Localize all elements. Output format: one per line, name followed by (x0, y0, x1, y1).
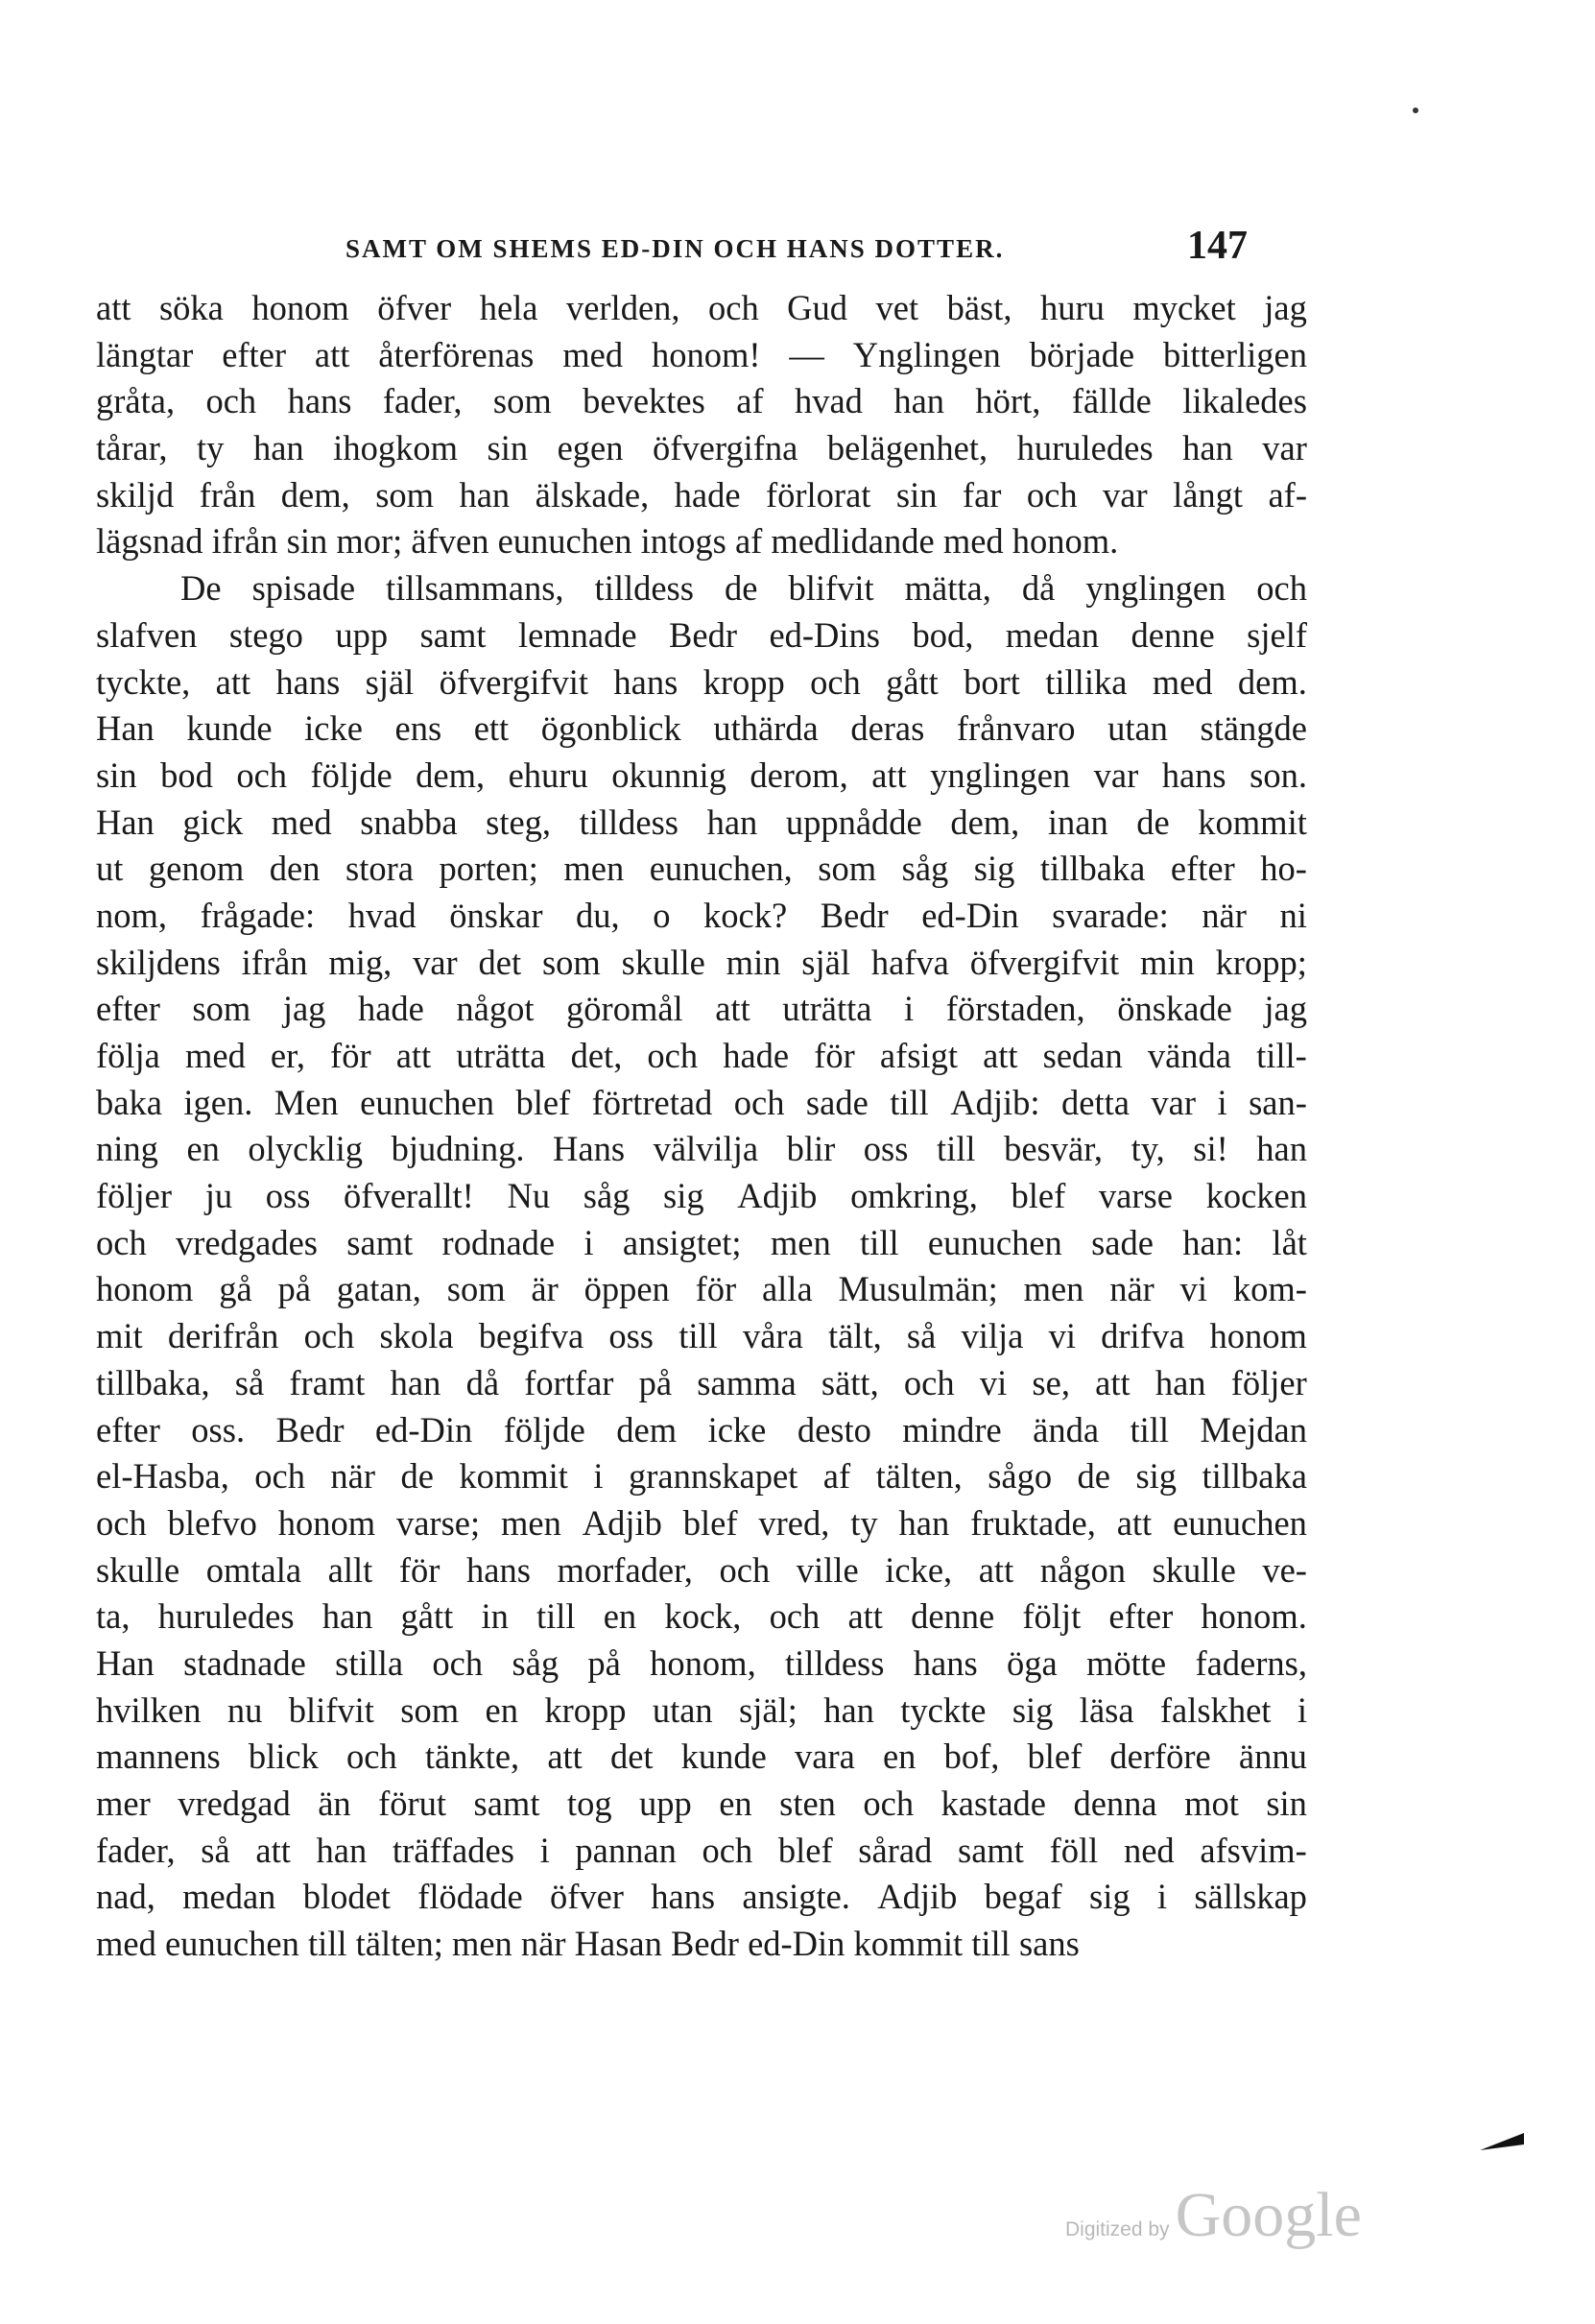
text-line: slafven stego upp samt lemnade Bedr ed-Dins bod, medan denne sjelf (96, 614, 1307, 655)
page-header (345, 223, 1267, 271)
text-line: gråta, och hans fader, som bevektes af hvad han hört, fällde likaledes (96, 381, 1307, 421)
text-line: följer ju oss öfverallt! Nu såg sig Adjib omkring, blef varse kocken (96, 1176, 1307, 1216)
text-line: mannens blick och tänkte, att det kunde vara en bof, blef derföre ännu (96, 1737, 1307, 1777)
text-line: tillbaka, så framt han då fortfar på samma sätt, och vi se, att han följer (96, 1362, 1307, 1402)
text-line: tårar, ty han ihogkom sin egen öfvergifna belägenhet, huruledes han var (96, 428, 1307, 468)
text-line: el-Hasba, och när de kommit i grannskapet af tälten, sågo de sig tillbaka (96, 1456, 1307, 1497)
text-line: honom gå på gatan, som är öppen för alla Musulmän; men när vi kom- (96, 1269, 1307, 1309)
watermark-prefix: Digitized by (1065, 2218, 1170, 2240)
text-line: efter som jag hade något göromål att uträtta i förstaden, önskade jag (96, 989, 1307, 1029)
text-line: efter oss. Bedr ed-Din följde dem icke desto mindre ända till Mejdan (96, 1409, 1307, 1450)
text-line: längtar efter att återförenas med honom! — Ynglingen började bitterligen (96, 334, 1307, 374)
scan-speck (1413, 108, 1418, 113)
running-title: SAMT OM SHEMS ED-DIN OCH HANS DOTTER. (345, 234, 1005, 263)
text-line: och blefvo honom varse; men Adjib blef vred, ty han fruktade, att eunuchen (96, 1502, 1307, 1543)
body-text (96, 285, 1307, 1968)
text-line: skiljdens ifrån mig, var det som skulle min själ hafva öfvergifvit min kropp; (96, 942, 1307, 982)
text-line: Han gick med snabba steg, tilldess han uppnådde dem, inan de kommit (96, 802, 1307, 842)
text-line: ning en olycklig bjudning. Hans välvilja blir oss till besvär, ty, si! han (96, 1129, 1307, 1169)
text-line: och vredgades samt rodnade i ansigtet; men till eunuchen sade han: låt (96, 1222, 1307, 1262)
text-line: lägsnad ifrån sin mor; äfven eunuchen intogs af medlidande med honom. (96, 521, 1119, 562)
text-line: Han stadnade stilla och såg på honom, tilldess hans öga mötte faderns, (96, 1642, 1307, 1683)
text-line: skiljd från dem, som han älskade, hade förlorat sin far och var långt af- (96, 474, 1307, 515)
text-line: ta, huruledes han gått in till en kock, och att denne följt efter honom. (96, 1596, 1307, 1637)
google-watermark (1065, 2179, 1362, 2256)
watermark-brand: Google (1175, 2180, 1362, 2250)
text-line: hvilken nu blifvit som en kropp utan själ; han tyckte sig läsa falskhet i (96, 1689, 1307, 1730)
text-line: mer vredgad än förut samt tog upp en sten och kastade denna mot sin (96, 1784, 1307, 1823)
text-line: tyckte, att hans själ öfvergifvit hans kropp och gått bort tillika med dem. (96, 661, 1307, 702)
text-line: fader, så att han träffades i pannan och blef sårad samt föll ned afsvim- (96, 1830, 1307, 1870)
text-line: nom, frågade: hvad önskar du, o kock? Bedr ed-Din svarade: när ni (96, 895, 1307, 935)
text-line: nad, medan blodet flödade öfver hans ansigte. Adjib begaf sig i sällskap (96, 1877, 1307, 1917)
text-line: sin bod och följde dem, ehuru okunnig derom, att ynglingen var hans son. (96, 755, 1307, 795)
scan-mark-icon (1478, 2131, 1526, 2152)
text-line: ut genom den stora porten; men eunuchen, som såg sig tillbaka efter ho- (96, 849, 1307, 889)
text-line: med eunuchen till tälten; men när Hasan Bedr ed-Din kommit till sans (96, 1924, 1080, 1964)
text-line: skulle omtala allt för hans morfader, och ville icke, att någon skulle ve- (96, 1549, 1307, 1590)
text-line: följa med er, för att uträtta det, och hade för afsigt att sedan vända till- (96, 1036, 1307, 1075)
text-line: att söka honom öfver hela verlden, och Gud vet bäst, huru mycket jag (96, 288, 1307, 327)
page-number: 147 (1187, 224, 1248, 268)
text-line: De spisade tillsammans, tilldess de blifvit mätta, då ynglingen och (180, 568, 1307, 609)
text-line: baka igen. Men eunuchen blef förtretad och sade till Adjib: detta var i san- (96, 1082, 1307, 1122)
text-line: Han kunde icke ens ett ögonblick uthärda deras frånvaro utan stängde (96, 708, 1307, 749)
text-line: mit derifrån och skola begifva oss till våra tält, så vilja vi drifva honom (96, 1316, 1307, 1356)
